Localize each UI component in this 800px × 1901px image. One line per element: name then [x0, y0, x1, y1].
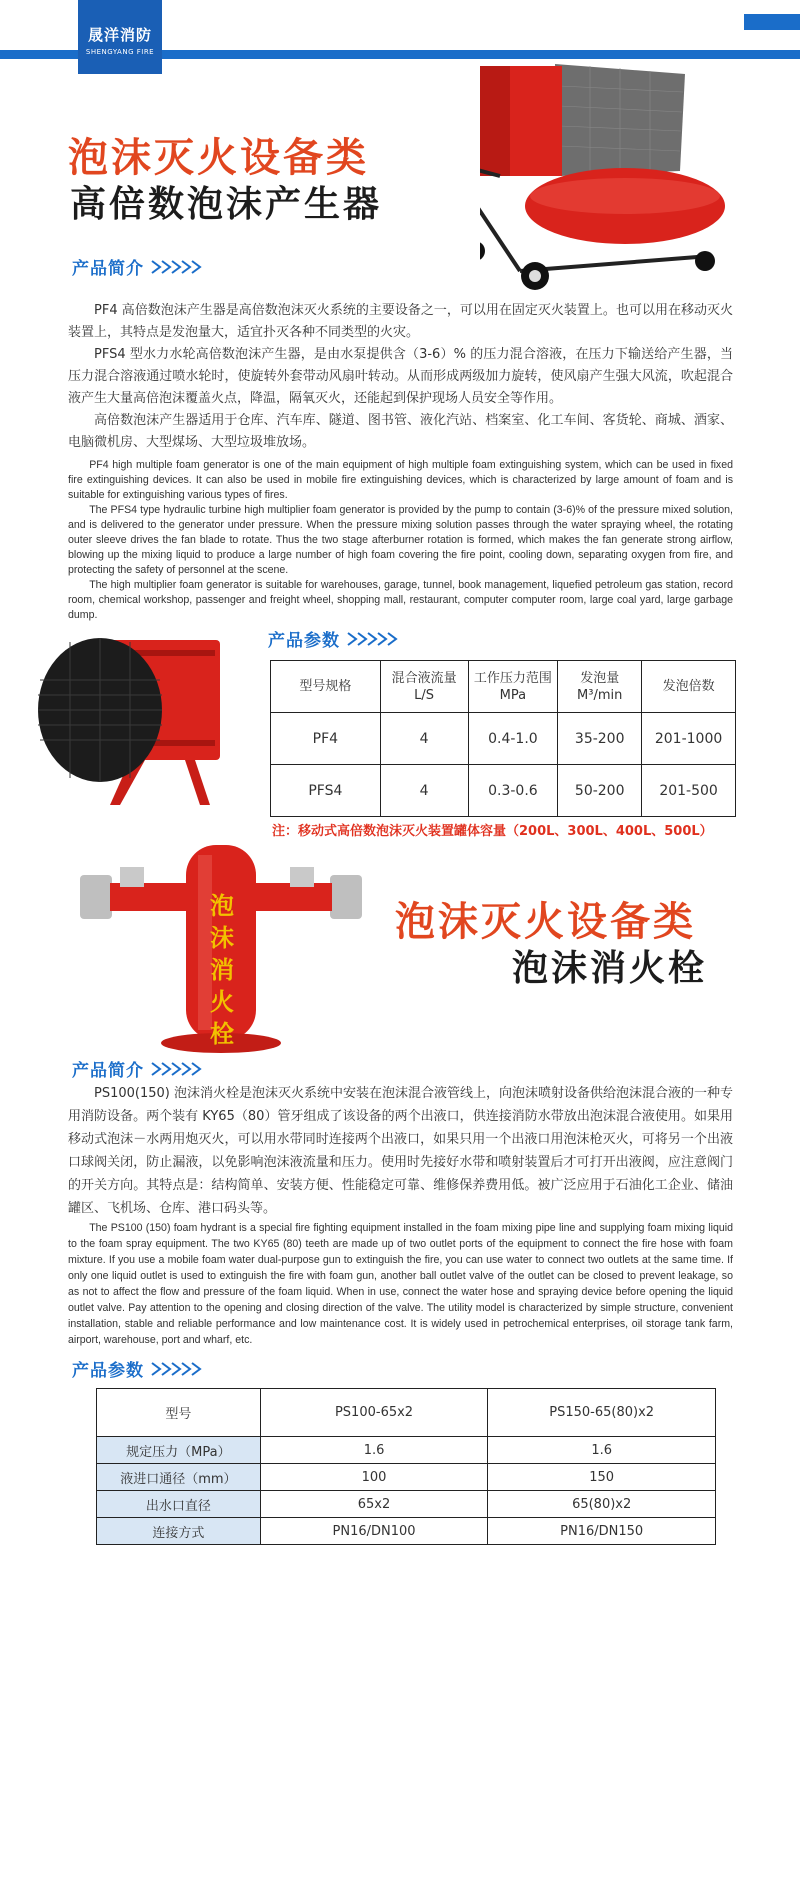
- intro-en-1: [68, 458, 733, 623]
- table-cell: 0.4-1.0: [468, 713, 558, 765]
- table-header-cell: 型号: [97, 1389, 261, 1437]
- table-cell: PFS4: [271, 765, 381, 817]
- table-cell: 100: [260, 1464, 488, 1491]
- category-title-2: 泡沫灭火设备类: [395, 899, 696, 945]
- table-row: [97, 1491, 716, 1518]
- intro-heading-1-label: 产品简介: [72, 259, 144, 279]
- intro-en-1-p1: PF4 high multiple foam generator is one of the main equipment of high multiple foam extinguishing system, which can be used in fixed fire extinguishing devices. It can also be used in mobile fire extinguishing devices, which is characterized by large amount of foam and is suitable for extinguishing various types of fires.: [68, 459, 733, 501]
- table-header-cell: 发泡倍数: [642, 661, 736, 713]
- table-header-cell: 型号规格: [271, 661, 381, 713]
- table-cell: 连接方式: [97, 1518, 261, 1545]
- chevrons-right-icon: [150, 1361, 210, 1377]
- table-header-cell: 工作压力范围 MPa: [468, 661, 558, 713]
- table-header-cell: PS150-65(80)x2: [488, 1389, 716, 1437]
- intro-heading-2-label: 产品简介: [72, 1061, 144, 1081]
- table-cell: 规定压力（MPa）: [97, 1437, 261, 1464]
- company-logo: [78, 0, 162, 74]
- foam-generator-cart-image: [480, 56, 730, 296]
- table-header-row: [97, 1389, 716, 1437]
- table-row: [271, 713, 736, 765]
- hydrant-label: 泡沫消火栓: [210, 892, 234, 1048]
- intro-heading-1: [72, 254, 210, 279]
- table-cell: 出水口直径: [97, 1491, 261, 1518]
- chevrons-right-icon: [150, 1061, 210, 1077]
- table-cell: 4: [380, 765, 468, 817]
- table-cell: PN16/DN150: [488, 1518, 716, 1545]
- params-table-2: [96, 1388, 716, 1545]
- table-row: [271, 765, 736, 817]
- logo-en: SHENGYANG FIRE: [85, 48, 155, 56]
- foam-hydrant-image: [80, 845, 370, 1055]
- table-cell: 201-500: [642, 765, 736, 817]
- intro-cn-1: [68, 300, 733, 454]
- params-heading-2: [72, 1356, 210, 1381]
- category-title-1: 泡沫灭火设备类: [68, 135, 369, 181]
- chevrons-right-icon: [150, 259, 210, 275]
- table-header-cell: PS100-65x2: [260, 1389, 488, 1437]
- header-accent: [744, 14, 800, 30]
- product-title-2: 泡沫消火栓: [512, 948, 708, 989]
- table-row: [97, 1518, 716, 1545]
- table-cell: 65(80)x2: [488, 1491, 716, 1518]
- table-cell: 50-200: [558, 765, 642, 817]
- table-cell: 65x2: [260, 1491, 488, 1518]
- params-heading-1: [268, 626, 406, 651]
- intro-en-1-p2: The PFS4 type hydraulic turbine high multiplier foam generator is provided by the pump to contain (3-6)% of the pressure mixed solution, and is delivered to the generator under pressure. When the pressure mixing solution passes through the water spraying wheel, the rotating outer sleeve drives the fan blade to rotate. Thus the two stage afterburner rotation is formed, which makes the fan generate strong airflow, blowing up the mixing liquid to produce a large number of high foam covering the fire point, cooling down, separating oxygen from fire, and protecting the safety of personnel at the scene.: [68, 504, 733, 576]
- table-cell: 35-200: [558, 713, 642, 765]
- intro-cn-2: [68, 1082, 733, 1220]
- intro-cn-1-p2: PFS4 型水力水轮高倍数泡沫产生器，是由水泵提供含（3-6）% 的压力混合溶液，在压力下输送给产生器，当压力混合溶液通过喷水轮时，使旋转外套带动风扇叶转动。从而形成两级加力旋转，使风扇产生强大风流，吹起混合液产生大量高倍泡沫覆盖火点，降温，隔氧灭火，还能起到保护现场人员安全等作用。: [68, 347, 733, 406]
- table-cell: PN16/DN100: [260, 1518, 488, 1545]
- intro-cn-1-p1: PF4 高倍数泡沫产生器是高倍数泡沫灭火系统的主要设备之一，可以用在固定灭火装置上。也可以用在移动灭火装置上，其特点是发泡量大，适宜扑灭各种不同类型的火灾。: [68, 303, 733, 340]
- params-heading-1-label: 产品参数: [268, 631, 340, 651]
- product-title-1: 高倍数泡沫产生器: [70, 184, 383, 225]
- intro-en-2-p1: The PS100 (150) foam hydrant is a special fire fighting equipment installed in the foam mixing pipe line and supplying foam mixing liquid to the foam spray equipment. The two KY65 (80) teeth are made up of two outlet ports of the equipment to connect the fire hose with foam mixture. If you use a mobile foam water dual-purpose gun to extinguish the fire, you can use water to connect two outlets at the same time. If only one liquid outlet is used to extinguish the fire with foam gun, another ball outlet valve of the outlet can be closed to prevent leakage, so as not to affect the flow and pressure of the foam liquid. When in use, connect the water hose and spraying device before opening the liquid outlet valve. Pay attention to the opening and closing direction of the valve. The utility model is characterized by simple structure, convenient installation, stable and reliable performance and low maintenance cost. It is widely used in petrochemical enterprises, oil storage tank farm, airport, warehouse, port and wharf, etc.: [68, 1222, 733, 1346]
- capacity-note: 注：移动式高倍数泡沫灭火装置罐体容量（200L、300L、400L、500L）: [272, 824, 713, 839]
- intro-cn-2-p1: PS100(150) 泡沫消火栓是泡沫灭火系统中安装在泡沫混合液管线上，向泡沫喷射设备供给泡沫混合液的一种专用消防设备。两个装有 KY65（80）管牙组成了该设备的两个出液口，供连接消防水带放出泡沫混合液使用。如果用移动式泡沫－水两用炮灭火，可以用水带同时连接两个出液口，如果只用一个出液口用泡沫枪灭火，可将另一个出液口球阀关闭，防止漏液，以免影响泡沫液流量和压力。使用时先接好水带和喷射装置后才可打开出液阀，应注意阀门的开关方向。其特点是：结构简单、安装方便、性能稳定可靠、维修保养费用低。被广泛应用于石油化工企业、储油罐区、飞机场、仓库、港口码头等。: [68, 1086, 733, 1216]
- intro-en-2: [68, 1220, 733, 1348]
- intro-en-1-p3: The high multiplier foam generator is suitable for warehouses, garage, tunnel, book management, liquefied petroleum gas station, record room, chemical workshop, passenger and freight wheel, shopping mall, restaurant, computer computer room, large coal yard, large garbage dump.: [68, 579, 733, 621]
- table-header-cell: 混合液流量 L/S: [380, 661, 468, 713]
- intro-heading-2: [72, 1056, 210, 1081]
- table-row: [97, 1437, 716, 1464]
- table-cell: PF4: [271, 713, 381, 765]
- foam-generator-fan-image: [0, 620, 240, 810]
- table-cell: 4: [380, 713, 468, 765]
- table-header-row: [271, 661, 736, 713]
- params-heading-2-label: 产品参数: [72, 1361, 144, 1381]
- table-cell: 1.6: [260, 1437, 488, 1464]
- table-row: [97, 1464, 716, 1491]
- table-cell: 201-1000: [642, 713, 736, 765]
- table-header-cell: 发泡量 M³/min: [558, 661, 642, 713]
- table-cell: 150: [488, 1464, 716, 1491]
- table-cell: 1.6: [488, 1437, 716, 1464]
- params-table-1: [270, 660, 736, 817]
- logo-cn: 晟洋消防: [87, 26, 152, 44]
- table-cell: 液进口通径（mm）: [97, 1464, 261, 1491]
- chevrons-right-icon: [346, 631, 406, 647]
- intro-cn-1-p3: 高倍数泡沫产生器适用于仓库、汽车库、隧道、图书管、液化汽站、档案室、化工车间、客货轮、商城、酒家、电脑微机房、大型煤场、大型垃圾堆放场。: [68, 413, 733, 450]
- table-cell: 0.3-0.6: [468, 765, 558, 817]
